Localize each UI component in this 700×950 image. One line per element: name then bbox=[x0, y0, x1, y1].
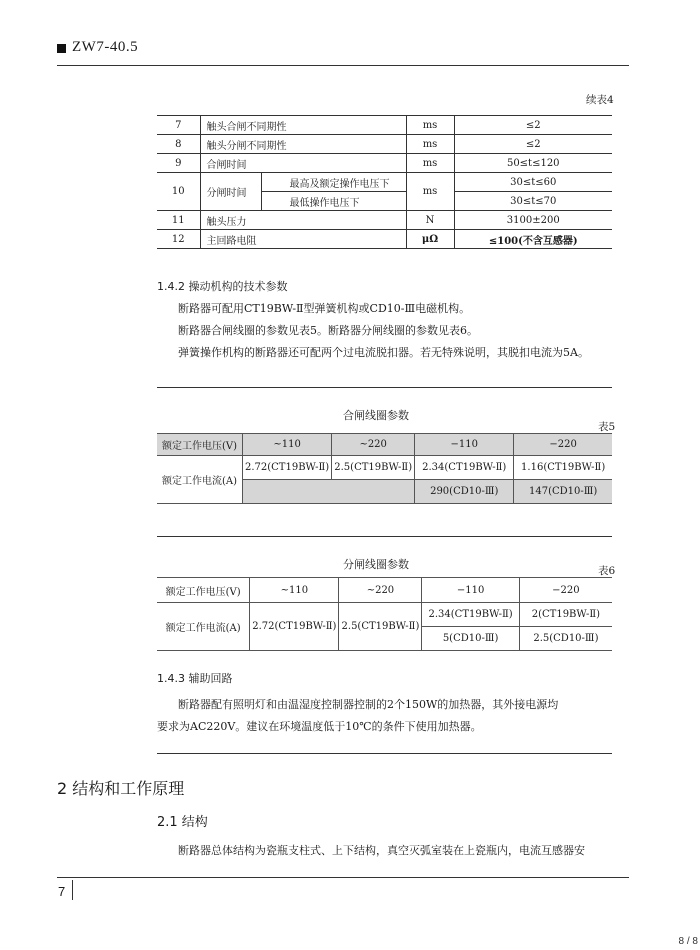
section-21-para1: 断路器总体结构为瓷瓶支柱式、上下结构，真空灭弧室装在上瓷瓶内，电流互感器安 bbox=[178, 844, 585, 857]
table6-title: 分闸线圈参数 bbox=[343, 558, 409, 571]
section-143-heading: 1.4.3 辅助回路 bbox=[157, 672, 233, 685]
divider-rule bbox=[157, 536, 612, 537]
table4-caption: 续表4 bbox=[586, 94, 614, 106]
document-title: ZW7-40.5 bbox=[72, 39, 139, 55]
table-row: 额定工作电流(A) 2.72(CT19BW-Ⅱ) 2.5(CT19BW-Ⅱ) 2.34(CT19BW-Ⅱ) 2(CT19BW-Ⅱ) bbox=[157, 603, 612, 627]
table-row: 12 主回路电阻 μΩ ≤100(不含互感器) bbox=[157, 230, 612, 249]
page-number: 7 bbox=[58, 884, 66, 899]
table-row: 最低操作电压下 30≤t≤70 bbox=[157, 192, 612, 211]
viewer-page-indicator: 8 / 8 bbox=[678, 936, 698, 947]
section-142-heading: 1.4.2 操动机构的技术参数 bbox=[157, 280, 288, 293]
section-143-para2: 要求为AC220V。建议在环境温度低于10℃的条件下使用加热器。 bbox=[157, 720, 482, 733]
table-row: 7 触头合闸不同期性 ms ≤2 bbox=[157, 116, 612, 135]
table-row: 290(CD10-Ⅲ) 147(CD10-Ⅲ) bbox=[157, 480, 612, 504]
table5-label: 表5 bbox=[598, 421, 616, 433]
divider-rule bbox=[157, 753, 612, 754]
table-row: 8 触头分闸不同期性 ms ≤2 bbox=[157, 135, 612, 154]
table4 bbox=[157, 115, 612, 249]
chapter2-heading: 2 结构和工作原理 bbox=[57, 779, 185, 798]
table-row: 11 触头压力 N 3100±200 bbox=[157, 211, 612, 230]
header-square-marker bbox=[57, 44, 66, 53]
header-rule bbox=[57, 65, 629, 66]
table-row: 额定工作电压(V) ~110 ~220 −110 −220 bbox=[157, 578, 612, 603]
table-row: 10 分闸时间 最高及额定操作电压下 ms 30≤t≤60 bbox=[157, 173, 612, 192]
section-143-para1: 断路器配有照明灯和由温湿度控制器控制的2个150W的加热器，其外接电源均 bbox=[178, 698, 559, 711]
table6-label: 表6 bbox=[598, 565, 616, 577]
footer-divider bbox=[72, 880, 73, 900]
section-142-para3: 弹簧操作机构的断路器还可配两个过电流脱扣器。若无特殊说明，其脱扣电流为5A。 bbox=[178, 346, 589, 359]
table-row: 额定工作电压(V) ~110 ~220 −110 −220 bbox=[157, 434, 612, 456]
divider-rule bbox=[157, 387, 612, 388]
table-row: 9 合闸时间 ms 50≤t≤120 bbox=[157, 154, 612, 173]
section-142-para1: 断路器可配用CT19BW-Ⅱ型弹簧机构或CD10-Ⅲ电磁机构。 bbox=[178, 302, 471, 315]
table-row: 5(CD10-Ⅲ) 2.5(CD10-Ⅲ) bbox=[157, 627, 612, 651]
footer-rule bbox=[57, 877, 629, 878]
section-142-para2: 断路器合闸线圈的参数见表5。断路器分闸线圈的参数见表6。 bbox=[178, 324, 478, 337]
table5-title: 合闸线圈参数 bbox=[343, 409, 409, 422]
table6 bbox=[157, 577, 612, 651]
table-row: 额定工作电流(A) 2.72(CT19BW-Ⅱ) 2.5(CT19BW-Ⅱ) 2.34(CT19BW-Ⅱ) 1.16(CT19BW-Ⅱ) bbox=[157, 456, 612, 480]
section-21-heading: 2.1 结构 bbox=[157, 815, 208, 830]
table5 bbox=[157, 433, 612, 504]
